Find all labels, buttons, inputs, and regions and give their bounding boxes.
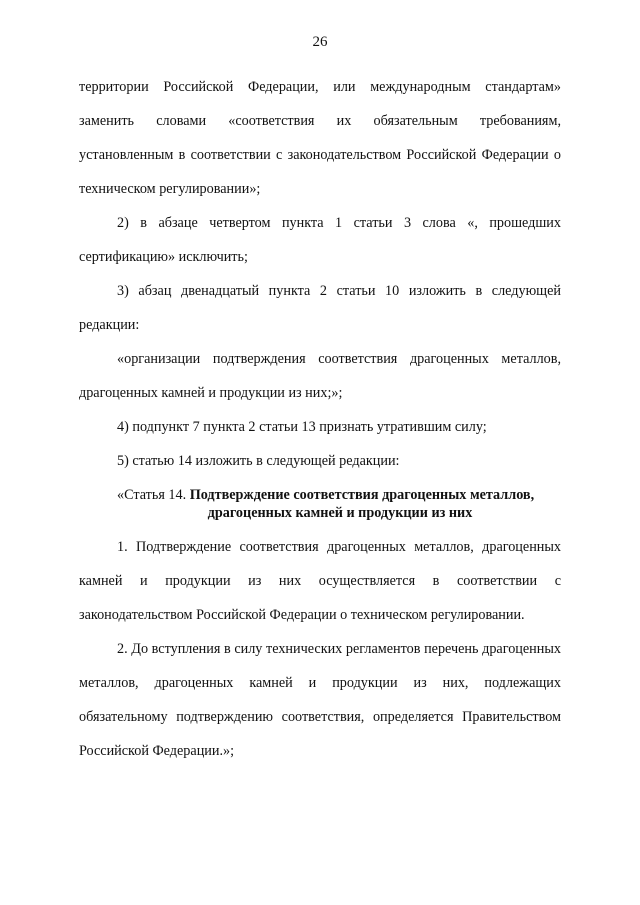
article-14-prefix: «Статья 14.	[117, 487, 187, 503]
paragraph-item-5: 5) статью 14 изложить в следующей редакции:	[117, 453, 400, 469]
paragraph-item-3: 3) абзац двенадцатый пункта 2 статьи 10 изложить в следующей редакции:	[79, 283, 561, 333]
page-number: 26	[312, 34, 328, 50]
article-14-clause-1: 1. Подтверждение соответствия драгоценных металлов, драгоценных камней и продукции из них осуществляется в соответствии с законодательством Российской Федерации о техническом регулировании.	[79, 539, 561, 623]
paragraph-quote-organization: «организации подтверждения соответствия драгоценных металлов, драгоценных камней и продукции из них;»;	[79, 351, 561, 401]
article-14-clause-2: 2. До вступления в силу технических регламентов перечень драгоценных металлов, драгоценных камней и продукции из них, подлежащих обязательному подтверждению соответствия, определяется Правительством Российской Федерации.»;	[79, 641, 561, 759]
document-body	[79, 70, 561, 768]
article-14-title-line1: Подтверждение соответствия драгоценных металлов,	[189, 487, 535, 503]
article-14-title-line2: драгоценных камней и продукции из них	[207, 505, 473, 521]
paragraph-territory: территории Российской Федерации, или международным стандартам» заменить словами «соответствия их обязательным требованиям, установленным в соответствии с законодательством Российской Федерации о техническом регулировании»;	[79, 79, 561, 197]
paragraph-item-2: 2) в абзаце четвертом пункта 1 статьи 3 слова «, прошедших сертификацию» исключить;	[79, 215, 561, 265]
paragraph-item-4: 4) подпункт 7 пункта 2 статьи 13 признать утратившим силу;	[117, 419, 487, 435]
article-14-heading	[79, 478, 561, 530]
